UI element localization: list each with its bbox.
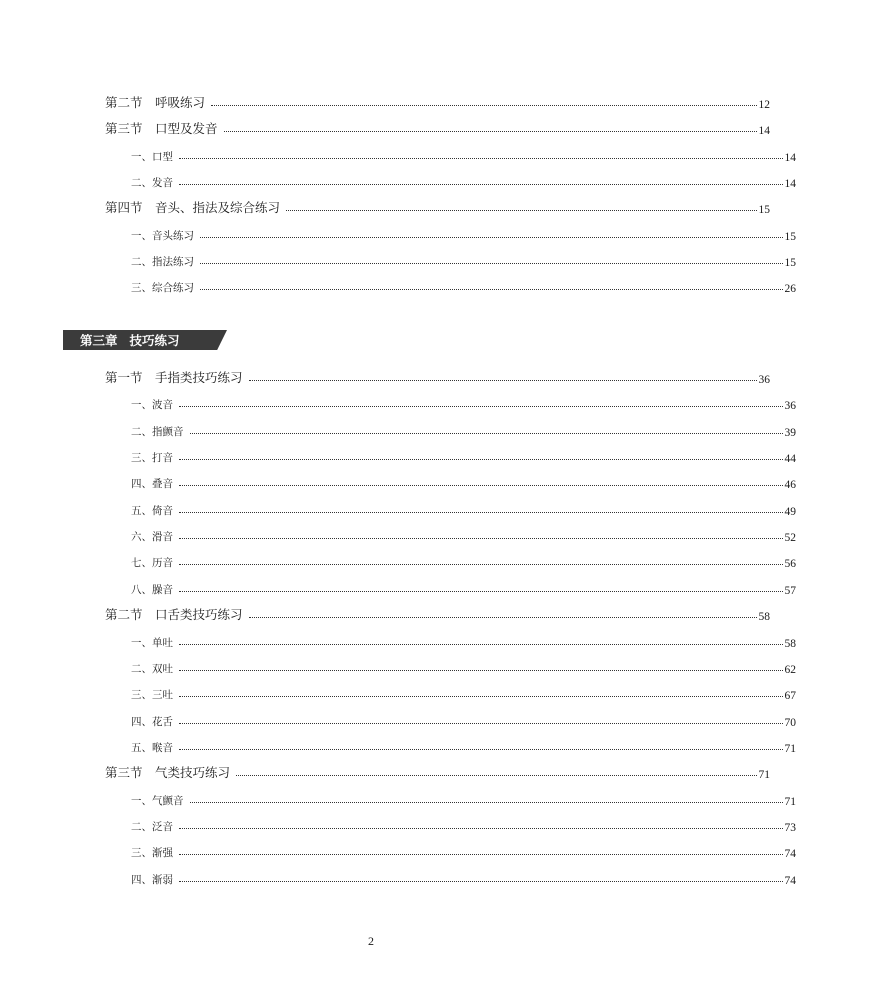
- toc-entry-title: 第二节 呼吸练习: [105, 95, 206, 110]
- toc-subsection-entry: [0, 814, 873, 834]
- toc-entry-title: 四、渐弱: [131, 873, 173, 886]
- toc-entry-title: 二、发音: [131, 176, 173, 189]
- toc-entry-title: 三、打音: [131, 452, 173, 465]
- page-number: 2: [368, 934, 374, 948]
- toc-dot-leader: [179, 458, 783, 460]
- toc-dot-leader: [179, 563, 783, 565]
- toc-section-entry: [0, 603, 847, 623]
- toc-entry-page-number: 14: [758, 125, 770, 138]
- toc-entry-page-number: 57: [784, 584, 796, 597]
- toc-dot-leader: [179, 853, 783, 855]
- toc-entry-title: 第三节 口型及发音: [105, 121, 218, 137]
- toc-subsection-entry: [0, 788, 873, 808]
- toc-entry-title: 第一节 手指类技巧练习: [105, 370, 243, 385]
- toc-dot-leader: [179, 405, 783, 407]
- toc-subsection-entry: [0, 419, 873, 439]
- toc-entry-title: 四、叠音: [131, 478, 173, 491]
- toc-subsection-entry: [0, 445, 873, 465]
- toc-entry-page-number: 62: [784, 663, 796, 676]
- chapter-heading: [63, 331, 180, 349]
- toc-subsection-entry: [0, 249, 873, 269]
- toc-entry-page-number: 36: [758, 374, 770, 386]
- toc-entry-title: 三、综合练习: [131, 282, 194, 295]
- toc-dot-leader: [179, 590, 783, 592]
- toc-entry-title: 七、历音: [131, 557, 173, 570]
- toc-entry-title: 一、气颤音: [131, 794, 184, 807]
- toc-dot-leader: [211, 104, 756, 106]
- toc-entry-title: 二、指颤音: [131, 425, 184, 438]
- chapter-number: 第三章: [80, 333, 118, 348]
- toc-entry-title: 三、渐强: [131, 847, 173, 860]
- toc-entry-page-number: 14: [784, 151, 796, 164]
- toc-entry-title: 三、三吐: [131, 689, 173, 702]
- toc-dot-leader: [179, 183, 783, 185]
- toc-entry-title: 五、倚音: [131, 504, 173, 517]
- toc-dot-leader: [179, 511, 783, 513]
- toc-subsection-entry: [0, 524, 873, 544]
- toc-entry-title: 一、口型: [131, 150, 173, 163]
- toc-entry-page-number: 74: [784, 874, 796, 887]
- toc-entry-page-number: 71: [758, 769, 770, 782]
- toc-entry-title: 第三节 气类技巧练习: [105, 765, 231, 781]
- chapter-heading-bar: [63, 330, 180, 350]
- toc-entry-page-number: 12: [758, 99, 770, 111]
- toc-subsection-entry: [0, 498, 873, 518]
- toc-entry-title: 二、双吐: [131, 662, 173, 675]
- toc-dot-leader: [179, 722, 783, 724]
- toc-section-entry: [0, 196, 847, 216]
- toc-entry-page-number: 36: [784, 400, 796, 413]
- toc-subsection-entry: [0, 682, 873, 702]
- toc-entry-page-number: 46: [784, 479, 796, 492]
- toc-dot-leader: [200, 288, 783, 290]
- toc-entry-page-number: 26: [784, 283, 796, 296]
- toc-entry-title: 五、喉音: [131, 741, 173, 754]
- toc-dot-leader: [179, 880, 783, 882]
- toc-entry-title: 第四节 音头、指法及综合练习: [105, 200, 281, 216]
- toc-dot-leader: [286, 209, 756, 211]
- toc-entry-page-number: 74: [784, 848, 796, 861]
- toc-section-entry: [0, 366, 847, 386]
- toc-entry-page-number: 44: [784, 453, 796, 466]
- toc-subsection-entry: [0, 630, 873, 650]
- toc-entry-page-number: 15: [784, 230, 796, 243]
- toc-entry-page-number: 49: [784, 505, 796, 518]
- toc-dot-leader: [179, 643, 783, 645]
- toc-subsection-entry: [0, 867, 873, 887]
- toc-section-entry: [0, 761, 847, 781]
- toc-dot-leader: [190, 432, 783, 434]
- toc-dot-leader: [249, 379, 757, 381]
- toc-dot-leader: [236, 774, 756, 776]
- toc-entry-page-number: 52: [784, 532, 796, 545]
- toc-subsection-entry: [0, 735, 873, 755]
- toc-entry-page-number: 71: [784, 795, 796, 808]
- toc-subsection-entry: [0, 471, 873, 491]
- toc-subsection-entry: [0, 709, 873, 729]
- toc-entry-page-number: 15: [758, 204, 770, 217]
- toc-entry-page-number: 15: [784, 256, 796, 269]
- toc-subsection-entry: [0, 170, 873, 190]
- toc-entry-title: 第二节 口舌类技巧练习: [105, 607, 243, 623]
- toc-subsection-entry: [0, 550, 873, 570]
- toc-entry-title: 二、泛音: [131, 820, 173, 833]
- toc-subsection-entry: [0, 656, 873, 676]
- toc-entry-title: 一、音头练习: [131, 229, 194, 242]
- toc-dot-leader: [200, 262, 783, 264]
- toc-dot-leader: [179, 695, 783, 697]
- toc-entry-title: 一、波音: [131, 399, 173, 412]
- toc-dot-leader: [179, 484, 783, 486]
- toc-entry-page-number: 71: [784, 742, 796, 755]
- toc-dot-leader: [179, 157, 783, 159]
- toc-subsection-entry: [0, 840, 873, 860]
- toc-entry-page-number: 56: [784, 558, 796, 571]
- toc-dot-leader: [200, 236, 783, 238]
- toc-entry-page-number: 70: [784, 716, 796, 729]
- toc-dot-leader: [179, 537, 783, 539]
- toc-entry-title: 八、臊音: [131, 583, 173, 596]
- toc-entry-title: 二、指法练习: [131, 255, 194, 268]
- toc-subsection-entry: [0, 275, 873, 295]
- toc-section-entry: [0, 117, 847, 137]
- toc-dot-leader: [190, 801, 783, 803]
- toc-dot-leader: [224, 130, 757, 132]
- toc-entry-page-number: 14: [784, 177, 796, 190]
- toc-entry-title: 一、单吐: [131, 636, 173, 649]
- toc-dot-leader: [179, 748, 783, 750]
- toc-subsection-entry: [0, 144, 873, 164]
- toc-entry-page-number: 67: [784, 690, 796, 703]
- toc-entry-page-number: 39: [784, 426, 796, 439]
- toc-section-entry: [0, 91, 847, 111]
- toc-subsection-entry: [0, 223, 873, 243]
- toc-entry-title: 六、滑音: [131, 531, 173, 544]
- chapter-title: 技巧练习: [129, 333, 180, 348]
- toc-subsection-entry: [0, 577, 873, 597]
- toc-subsection-entry: [0, 392, 873, 412]
- toc-entry-title: 四、花舌: [131, 715, 173, 728]
- toc-entry-page-number: 73: [784, 821, 796, 834]
- toc-dot-leader: [249, 616, 757, 618]
- toc-entry-page-number: 58: [758, 611, 770, 624]
- toc-entry-page-number: 58: [784, 637, 796, 650]
- toc-dot-leader: [179, 669, 783, 671]
- toc-dot-leader: [179, 827, 783, 829]
